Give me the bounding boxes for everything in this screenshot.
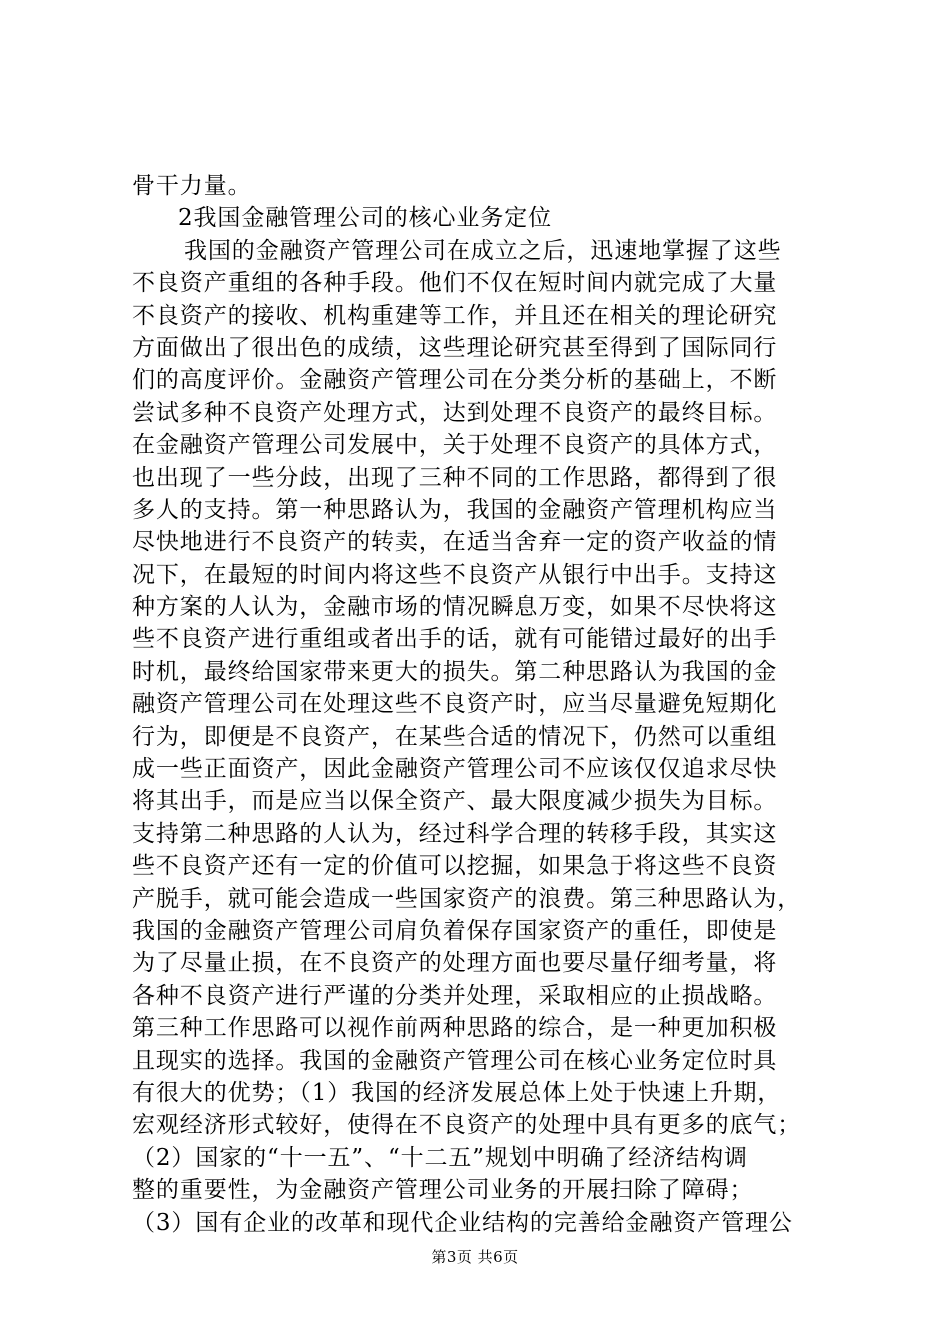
text-line: 将其出手，而是应当以保全资产、最大限度减少损失为目标。 bbox=[132, 788, 778, 815]
text-line: 些不良资产进行重组或者出手的话，就有可能错过最好的出手 bbox=[132, 626, 778, 653]
text-line: 成一些正面资产，因此金融资产管理公司不应该仅仅追求尽快 bbox=[132, 756, 778, 783]
text-line: 行为，即便是不良资产，在某些合适的情况下，仍然可以重组 bbox=[132, 723, 778, 750]
text-line: 各种不良资产进行严谨的分类并处理，采取相应的止损战略。 bbox=[132, 982, 778, 1009]
text-line: 且现实的选择。我国的金融资产管理公司在核心业务定位时具 bbox=[132, 1047, 778, 1074]
text-line: 我国的金融资产管理公司肩负着保存国家资产的重任，即使是 bbox=[132, 917, 778, 944]
document-body bbox=[132, 170, 832, 1239]
text-line: 骨干力量。 bbox=[132, 173, 252, 199]
text-line: 时机，最终给国家带来更大的损失。第二种思路认为我国的金 bbox=[132, 658, 778, 685]
text-line: （3）国有企业的改革和现代企业结构的完善给金融资产管理公 bbox=[132, 1209, 793, 1236]
text-line: 些不良资产还有一定的价值可以挖掘，如果急于将这些不良资 bbox=[132, 853, 778, 880]
text-line: 宏观经济形式较好，使得在不良资产的处理中具有更多的底气； bbox=[132, 1112, 802, 1139]
text-line: （2）国家的“十一五”、“十二五”规划中明确了经济结构调 bbox=[132, 1144, 748, 1171]
text-line: 有很大的优势；（1）我国的经济发展总体上处于快速上升期， bbox=[132, 1079, 782, 1106]
text-line: 不良资产的接收、机构重建等工作，并且还在相关的理论研究 bbox=[132, 302, 778, 329]
section-heading: 2我国金融管理公司的核心业务定位 bbox=[178, 205, 553, 232]
text-line: 不良资产重组的各种手段。他们不仅在短时间内就完成了大量 bbox=[132, 270, 778, 297]
text-line: 也出现了一些分歧，出现了三种不同的工作思路，都得到了很 bbox=[132, 464, 778, 491]
text-line: 多人的支持。第一种思路认为，我国的金融资产管理机构应当 bbox=[132, 496, 778, 523]
text-line: 在金融资产管理公司发展中，关于处理不良资产的具体方式， bbox=[132, 432, 778, 459]
text-line: 况下，在最短的时间内将这些不良资产从银行中出手。支持这 bbox=[132, 561, 778, 588]
text-line: 为了尽量止损，在不良资产的处理方面也要尽量仔细考量，将 bbox=[132, 950, 778, 977]
page-number-footer: 第3页 共6页 bbox=[431, 1248, 519, 1266]
text-line: 种方案的人认为，金融市场的情况瞬息万变，如果不尽快将这 bbox=[132, 594, 778, 621]
text-line: 方面做出了很出色的成绩，这些理论研究甚至得到了国际同行 bbox=[132, 334, 778, 361]
text-line: 整的重要性，为金融资产管理公司业务的开展扫除了障碍； bbox=[132, 1177, 754, 1204]
text-line: 我国的金融资产管理公司在成立之后，迅速地掌握了这些 bbox=[184, 237, 782, 264]
text-line: 尝试多种不良资产处理方式，达到处理不良资产的最终目标。 bbox=[132, 399, 778, 426]
text-line: 融资产管理公司在处理这些不良资产时，应当尽量避免短期化 bbox=[132, 691, 778, 718]
text-line: 支持第二种思路的人认为，经过科学合理的转移手段，其实这 bbox=[132, 820, 778, 847]
text-line: 产脱手，就可能会造成一些国家资产的浪费。第三种思路认为， bbox=[132, 885, 802, 912]
text-line: 们的高度评价。金融资产管理公司在分类分析的基础上，不断 bbox=[132, 367, 778, 394]
text-line: 第三种工作思路可以视作前两种思路的综合，是一种更加积极 bbox=[132, 1015, 778, 1042]
text-line: 尽快地进行不良资产的转卖，在适当舍弃一定的资产收益的情 bbox=[132, 529, 778, 556]
